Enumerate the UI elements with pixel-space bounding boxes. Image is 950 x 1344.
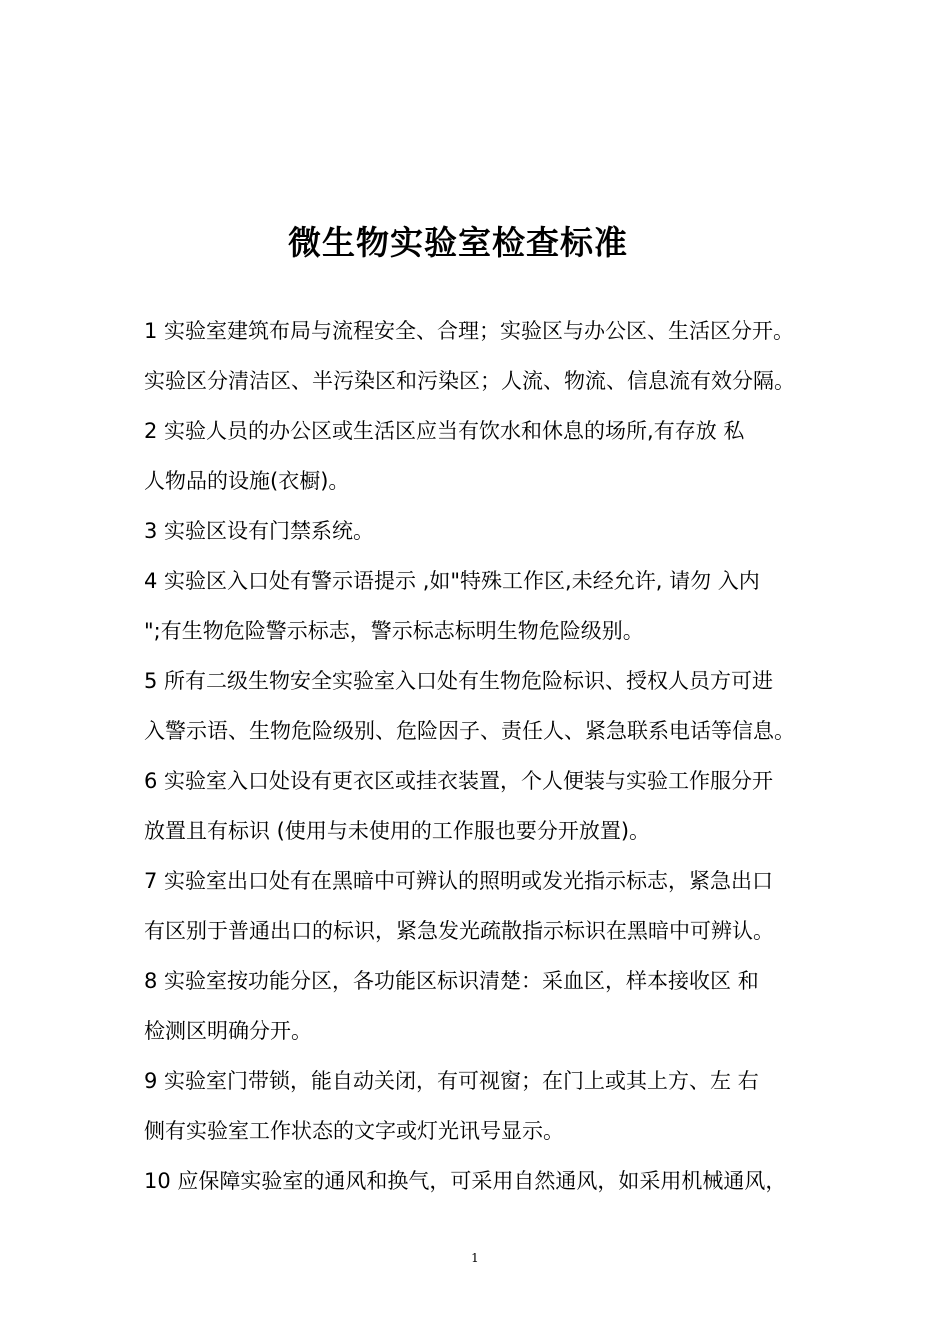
body-line-8: 5 所有二级生物安全实验室入口处有生物危险标识、授权人员方可进	[144, 669, 774, 693]
body-line-3: 2 实验人员的办公区或生活区应当有饮水和休息的场所,有存放 私	[144, 419, 745, 443]
body-line-12: 7 实验室出口处有在黑暗中可辨认的照明或发光指示标志，紧急出口	[144, 869, 774, 893]
body-line-11: 放置且有标识 (使用与未使用的工作服也要分开放置)。	[144, 819, 651, 843]
document-body	[144, 306, 824, 1206]
body-line-4: 人物品的设施(衣橱)。	[144, 469, 350, 493]
page-number: 1	[471, 1251, 479, 1265]
body-line-7: ";有生物危险警示标志，警示标志标明生物危险级别。	[144, 619, 644, 643]
body-line-10: 6 实验室入口处设有更衣区或挂衣装置，个人便装与实验工作服分开	[144, 769, 774, 793]
body-line-17: 侧有实验室工作状态的文字或灯光讯号显示。	[144, 1119, 564, 1143]
body-line-18: 10 应保障实验室的通风和换气，可采用自然通风，如采用机械通风，	[144, 1169, 787, 1193]
body-line-2: 实验区分清洁区、半污染区和污染区；人流、物流、信息流有效分隔。	[144, 369, 795, 393]
body-line-15: 检测区明确分开。	[144, 1019, 312, 1043]
body-line-5: 3 实验区设有门禁系统。	[144, 519, 375, 543]
body-line-1: 1 实验室建筑布局与流程安全、合理；实验区与办公区、生活区分开。	[144, 319, 795, 343]
document-title: 微生物实验室检查标准	[288, 223, 628, 262]
body-line-6: 4 实验区入口处有警示语提示 ,如"特殊工作区,未经允许, 请勿 入内	[144, 569, 760, 593]
body-line-9: 入警示语、生物危险级别、危险因子、责任人、紧急联系电话等信息。	[144, 719, 795, 743]
body-line-14: 8 实验室按功能分区，各功能区标识清楚：采血区，样本接收区 和	[144, 969, 759, 993]
body-line-16: 9 实验室门带锁，能自动关闭，有可视窗；在门上或其上方、左 右	[144, 1069, 759, 1093]
body-line-13: 有区别于普通出口的标识，紧急发光疏散指示标识在黑暗中可辨认。	[144, 919, 774, 943]
